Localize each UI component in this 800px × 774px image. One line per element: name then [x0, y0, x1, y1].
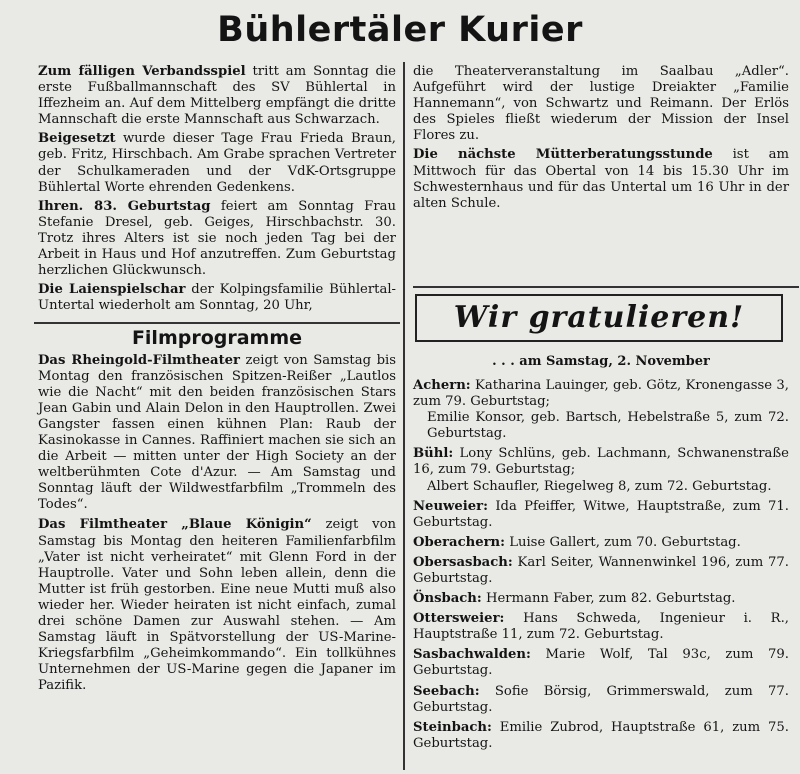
- entry-line: Albert Schaufler, Riegelweg 8, zum 72. Geburtstag.: [427, 478, 772, 494]
- birthday-list: [413, 378, 789, 752]
- film-blaue-koenigin: [38, 517, 396, 694]
- place-name: Sasbachwalden:: [413, 647, 531, 663]
- entry-line: Marie Wolf, Tal 93c, zum 79. Geburtstag.: [413, 647, 789, 679]
- entry-line: Hermann Faber, zum 82. Geburtstag.: [485, 591, 736, 607]
- article-lead: Beigesetzt: [38, 131, 116, 147]
- list-item: [413, 611, 789, 643]
- list-item: [413, 684, 789, 716]
- list-item: [413, 591, 789, 607]
- article-text: ist am Mittwoch für das Obertal von 14 bis 15.30 Uhr im Schwesternhaus und für das Untertal um 16 Uhr in der alten Schule.: [413, 147, 789, 211]
- article-laienspielschar: [38, 282, 396, 314]
- list-item: [413, 647, 789, 679]
- film-lead: Das Rheingold-Filmtheater: [38, 352, 240, 368]
- entry-line: Sofie Börsig, Grimmerswald, zum 77. Geburtstag.: [413, 683, 789, 715]
- entry-line: Lony Schlüns, geb. Lachmann, Schwanenstraße 16, zum 79. Geburtstag;: [413, 446, 789, 478]
- article-lead: Zum fälligen Verbandsspiel: [38, 64, 246, 79]
- film-text: zeigt von Samstag bis Montag den französischen Spitzen-Reißer „Lautlos wie die Nacht“ mit den beiden französischen Stars Jean Gabin und Alain Delon in den Hauptrollen. Zwei Gangster fassen einen kühnen Plan: Raub der Kasinokasse in Cannes. Raffiniert machen sie sich an die Arbeit — mitten unter der High Society an der weltberühmten Cote d'Azur. — Am Samstag und Sonntag läuft der Wildwestfarbfilm „Trommeln des Todes“.: [38, 352, 396, 513]
- section-divider: [413, 286, 799, 288]
- article-lead: Ihren. 83. Geburtstag: [38, 198, 211, 214]
- article-muetterberatung: [413, 147, 789, 211]
- place-name: Ottersweier:: [413, 611, 505, 627]
- place-name: Önsbach:: [413, 591, 482, 607]
- list-item: [413, 535, 789, 551]
- film-heading: Filmprogramme: [131, 327, 303, 350]
- entry-line: Katharina Lauinger, geb. Götz, Kronengasse 3, zum 79. Geburtstag;: [413, 377, 789, 410]
- film-rheingold: [38, 353, 396, 514]
- list-item: [413, 446, 789, 494]
- article-text: wurde dieser Tage Frau Frieda Braun, geb. Fritz, Hirschbach. Am Grabe sprachen Vertreter der Schulkameraden und der VdK-Ortsgruppe Bühlertal Worte ehrenden Gedenkens.: [38, 131, 396, 195]
- masthead-title: Bühlertäler Kurier: [217, 10, 583, 50]
- entry-line: Ida Pfeiffer, Witwe, Hauptstraße, zum 71. Geburtstag.: [413, 498, 789, 530]
- place-name: Seebach:: [413, 683, 480, 699]
- list-item: [413, 499, 789, 531]
- entry-line: Luise Gallert, zum 70. Geburtstag.: [509, 534, 741, 550]
- entry-line: Karl Seiter, Wannenwinkel 196, zum 77. Geburtstag.: [413, 554, 789, 586]
- article-lead: Die Laienspielschar: [38, 282, 186, 298]
- place-name: Achern:: [413, 377, 471, 393]
- place-name: Steinbach:: [413, 719, 492, 735]
- entry-line: Hans Schweda, Ingenieur i. R., Hauptstraße 11, zum 72. Geburtstag.: [413, 611, 789, 643]
- section-divider: [34, 322, 400, 324]
- list-item: [413, 720, 789, 752]
- entry-line: Emilie Zubrod, Hauptstraße 61, zum 75. Geburtstag.: [413, 719, 789, 751]
- right-column: [413, 64, 789, 756]
- film-text: zeigt von Samstag bis Montag den heiteren Familienfarbfilm „Vater ist nicht verheiratet“ mit Glenn Ford in der Hauptrolle. Vater und Sohn leben allein, denn die Mutter ist früh gestorben. Eine neue Mutti muß also wieder her. Wieder heiraten ist nicht einfach, zumal drei schöne Damen zur Auswahl stehen. — Am Samstag läuft in Spätvorstellung der US-Marine-Kriegsfarbfilm „Geheimkommando“. Ein tollkühnes Unternehmen der US-Marine gegen die Japaner im Pazifik.: [38, 517, 396, 694]
- article-text: tritt am Sonntag die erste Fußballmannschaft des SV Bühlertal in Iffezheim an. Auf dem Mittelberg empfängt die dritte Mannschaft die erste Mannschaft aus Schwarzach.: [38, 64, 396, 128]
- column-divider: [403, 62, 405, 770]
- article-lead: Die nächste Mütterberatungsstunde: [413, 147, 713, 163]
- gratulieren-heading: Wir gratulieren!: [453, 299, 745, 335]
- birthday-date-line: . . . am Samstag, 2. November: [492, 353, 710, 369]
- article-continuation: die Theaterveranstaltung im Saalbau „Adler“. Aufgeführt wird der lustige Dreiakter „Familie Hannemann“, von Schwartz und Reimann. Der Erlös des Spieles fließt wiederum der Mission der Insel Flores zu.: [413, 64, 789, 144]
- left-column: [38, 64, 396, 698]
- place-name: Bühl:: [413, 446, 454, 462]
- film-lead: Das Filmtheater „Blaue Königin“: [38, 517, 312, 533]
- entry-line: Emilie Konsor, geb. Bartsch, Hebelstraße 5, zum 72. Geburtstag.: [427, 410, 789, 442]
- place-name: Oberachern:: [413, 534, 506, 550]
- article-text: feiert am Sonntag Frau Stefanie Dresel, geb. Geiges, Hirschbachstr. 30. Trotz ihres Alters ist sie noch jeden Tag bei der Arbeit in Haus und Hof anzutreffen. Zum Geburtstag herzlichen Glückwunsch.: [38, 198, 396, 279]
- gratulieren-banner: [415, 294, 783, 342]
- article-beigesetzt: [38, 131, 396, 195]
- place-name: Neuweier:: [413, 498, 488, 514]
- place-name: Obersasbach:: [413, 554, 513, 570]
- article-text: der Kolpingsfamilie Bühlertal-Untertal wiederholt am Sonntag, 20 Uhr,: [38, 282, 397, 314]
- list-item: [413, 555, 789, 587]
- film-section: [38, 353, 396, 695]
- article-verbandsspiel: [38, 64, 396, 128]
- article-geburtstag: [38, 199, 396, 279]
- list-item: [413, 378, 789, 442]
